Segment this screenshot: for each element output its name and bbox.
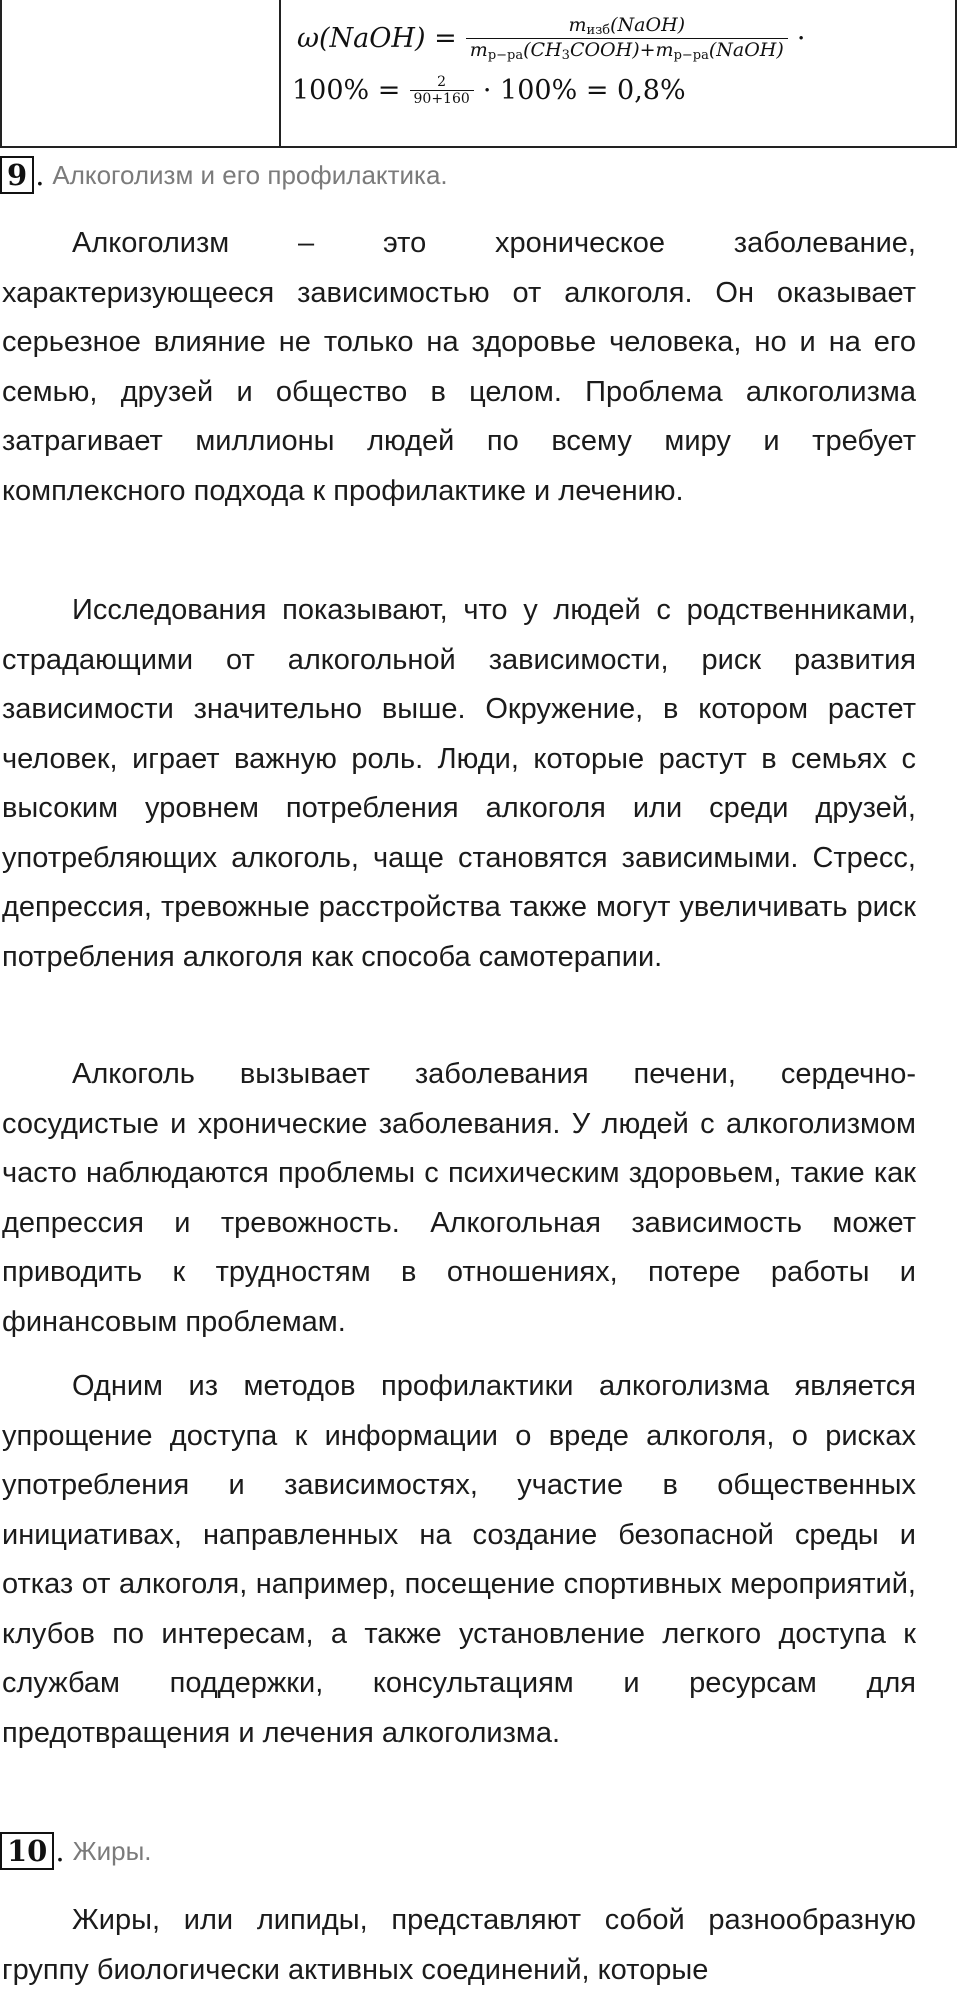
section-9-header xyxy=(0,156,448,194)
section-10-header xyxy=(0,1832,151,1870)
formula-num-mass: m xyxy=(568,14,587,36)
formula-den-rest-1b: COOH)+ xyxy=(569,39,656,61)
formula-frac2-den: 90+160 xyxy=(413,91,470,107)
formula-cell xyxy=(292,0,951,146)
formula-den-mass-2: m xyxy=(655,39,674,61)
section-number-badge: 10 xyxy=(0,1832,54,1870)
formula-line-2 xyxy=(292,74,686,128)
formula-den-rest-1: (CH xyxy=(523,39,562,61)
paragraph: Алкоголь вызывает заболевания печени, сердечно-сосудистые и хронические заболевания. У людей с алкоголизмом часто наблюдаются проблемы с психическим здоровьем, такие как депрессия и тревожность. Алкогольная зависимость может приводить к трудностям в отношениях, потере работы и финансовым проблемам. xyxy=(2,1058,916,1338)
paragraph: Одним из методов профилактики алкоголизма является упрощение доступа к информации о вреде алкоголя, о рисках употребления и зависимостях, участие в общественных инициативах, направленных на создание безопасной среды и отказ от алкоголя, например, посещение спортивных мероприятий, клубов по интересам, а также установление легкого доступа к службам поддержки, консультациям и ресурсам для предотвращения и лечения алкоголизма. xyxy=(2,1370,916,1749)
formula-line2-end: · 100% = 0,8% xyxy=(482,75,686,106)
formula-dot: · xyxy=(796,23,806,54)
formula-table xyxy=(0,0,957,148)
formula-num-rest: (NaOH) xyxy=(610,14,686,36)
section-number-badge: 9 xyxy=(0,156,34,194)
formula-den-mass-1: m xyxy=(469,39,488,61)
formula-line-1 xyxy=(297,14,805,68)
paragraph: Жиры, или липиды, представляют собой разнообразную группу биологически активных соединений, которые xyxy=(2,1904,916,1986)
formula-num-sub: изб xyxy=(586,23,611,38)
paragraph: Исследования показывают, что у людей с родственниками, страдающими от алкогольной зависимости, риск развития зависимости значительно выше. Окружение, в котором растет человек, играет важную роль. Люди, которые растут в семьях с высоким уровнем потребления алкоголя или среди друзей, употребляющих алкоголь, чаще становятся зависимыми. Стресс, депрессия, тревожные расстройства также могут увеличивать риск потребления алкоголя как способа самотерапии. xyxy=(2,594,916,973)
formula-den-sub-2: р−ра xyxy=(673,48,709,63)
formula-den-sub-3: 3 xyxy=(561,48,570,63)
formula-den-sub-1: р−ра xyxy=(487,48,524,63)
section-number-dot: . xyxy=(55,1834,65,1868)
formula-frac2-num: 2 xyxy=(410,74,474,91)
table-column-divider xyxy=(279,0,281,146)
formula-den-rest-2: (NaOH) xyxy=(708,39,784,61)
formula-fraction-main xyxy=(466,14,788,63)
section-title: Жиры. xyxy=(72,1835,152,1866)
formula-fraction-2 xyxy=(410,74,474,107)
formula-omega: ω(NaOH) = xyxy=(297,23,457,54)
section-title: Алкоголизм и его профилактика. xyxy=(52,159,448,190)
formula-line2-start: 100% = xyxy=(292,75,401,106)
paragraph: Алкоголизм – это хроническое заболевание, характеризующееся зависимостью от алкоголя. Он оказывает серьезное влияние не только на здоровье человека, но и на его семью, друзей и общество в целом. Проблема алкоголизма затрагивает миллионы людей по всему миру и требует комплексного подхода к профилактике и лечению. xyxy=(2,227,916,507)
formula-denominator xyxy=(466,39,788,63)
formula-numerator xyxy=(466,14,788,39)
section-number-dot: . xyxy=(35,158,45,192)
